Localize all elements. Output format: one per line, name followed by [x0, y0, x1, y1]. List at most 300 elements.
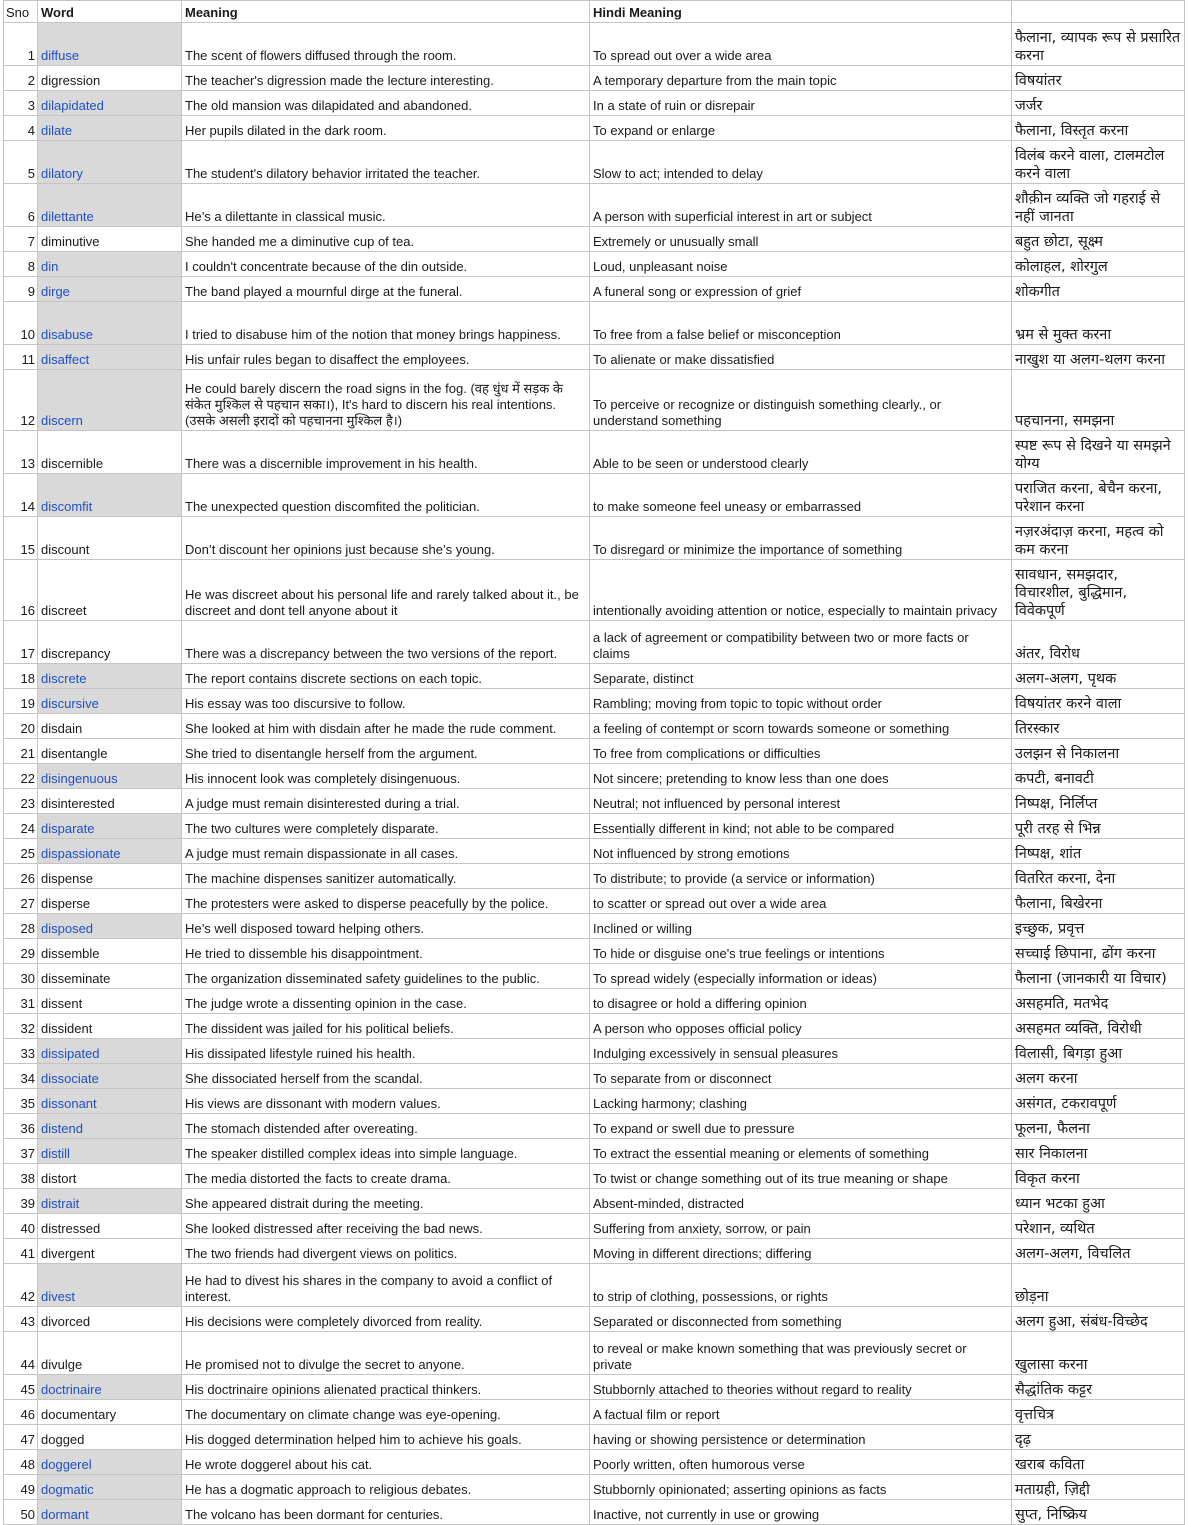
- word-cell[interactable]: disparate: [38, 814, 182, 839]
- table-row: [4, 939, 1185, 964]
- definition-cell[interactable]: Absent-minded, distracted: [590, 1189, 1012, 1214]
- hindi-meaning-cell[interactable]: फैलाना, विस्तृत करना: [1012, 116, 1185, 141]
- sno-cell[interactable]: 22: [4, 764, 38, 789]
- meaning-cell[interactable]: The documentary on climate change was eye-opening.: [182, 1400, 590, 1425]
- definition-cell[interactable]: In a state of ruin or disrepair: [590, 91, 1012, 116]
- hindi-meaning-cell[interactable]: जर्जर: [1012, 91, 1185, 116]
- hindi-meaning-cell[interactable]: अलग-अलग, विचलित: [1012, 1239, 1185, 1264]
- sno-cell[interactable]: 17: [4, 621, 38, 664]
- meaning-cell[interactable]: I couldn't concentrate because of the din outside.: [182, 252, 590, 277]
- meaning-cell[interactable]: The judge wrote a dissenting opinion in the case.: [182, 989, 590, 1014]
- hindi-meaning-cell[interactable]: विषयांतर: [1012, 66, 1185, 91]
- word-cell[interactable]: dispassionate: [38, 839, 182, 864]
- word-cell[interactable]: discrete: [38, 664, 182, 689]
- sno-cell[interactable]: 40: [4, 1214, 38, 1239]
- definition-cell[interactable]: A person who opposes official policy: [590, 1014, 1012, 1039]
- hindi-meaning-cell[interactable]: खराब कविता: [1012, 1450, 1185, 1475]
- hindi-meaning-cell[interactable]: सच्चाई छिपाना, ढोंग करना: [1012, 939, 1185, 964]
- sno-cell[interactable]: 10: [4, 302, 38, 345]
- meaning-cell[interactable]: His doctrinaire opinions alienated practical thinkers.: [182, 1375, 590, 1400]
- meaning-cell[interactable]: His unfair rules began to disaffect the employees.: [182, 345, 590, 370]
- definition-cell[interactable]: to reveal or make known something that was previously secret or private: [590, 1332, 1012, 1375]
- table-row: [4, 621, 1185, 664]
- hindi-meaning-cell[interactable]: इच्छुक, प्रवृत्त: [1012, 914, 1185, 939]
- table-row: [4, 764, 1185, 789]
- hindi-meaning-cell[interactable]: फैलाना, व्यापक रूप से प्रसारित करना: [1012, 23, 1185, 66]
- hindi-meaning-cell[interactable]: पूरी तरह से भिन्न: [1012, 814, 1185, 839]
- word-cell[interactable]: disseminate: [38, 964, 182, 989]
- hindi-meaning-cell[interactable]: पराजित करना, बेचैन करना, परेशान करना: [1012, 474, 1185, 517]
- meaning-cell[interactable]: He promised not to divulge the secret to anyone.: [182, 1332, 590, 1375]
- word-cell[interactable]: doctrinaire: [38, 1375, 182, 1400]
- table-row: [4, 1400, 1185, 1425]
- word-cell[interactable]: dissemble: [38, 939, 182, 964]
- definition-cell[interactable]: Poorly written, often humorous verse: [590, 1450, 1012, 1475]
- definition-cell[interactable]: Stubbornly attached to theories without regard to reality: [590, 1375, 1012, 1400]
- sno-cell[interactable]: 5: [4, 141, 38, 184]
- word-cell[interactable]: discomfit: [38, 474, 182, 517]
- hindi-meaning-cell[interactable]: वितरित करना, देना: [1012, 864, 1185, 889]
- word-cell[interactable]: disdain: [38, 714, 182, 739]
- hindi-meaning-cell[interactable]: ध्यान भटका हुआ: [1012, 1189, 1185, 1214]
- hindi-meaning-cell[interactable]: नज़रअंदाज़ करना, महत्व को कम करना: [1012, 517, 1185, 560]
- table-row: [4, 1239, 1185, 1264]
- table-row: [4, 560, 1185, 621]
- meaning-cell[interactable]: There was a discrepancy between the two versions of the report.: [182, 621, 590, 664]
- word-cell[interactable]: divorced: [38, 1307, 182, 1332]
- table-row: [4, 1332, 1185, 1375]
- meaning-cell[interactable]: His dissipated lifestyle ruined his health.: [182, 1039, 590, 1064]
- sno-cell[interactable]: 48: [4, 1450, 38, 1475]
- header-meaning[interactable]: Meaning: [182, 1, 590, 23]
- hindi-meaning-cell[interactable]: सुप्त, निष्क्रिय: [1012, 1500, 1185, 1525]
- meaning-cell[interactable]: He wrote doggerel about his cat.: [182, 1450, 590, 1475]
- sno-cell[interactable]: 12: [4, 370, 38, 431]
- word-cell[interactable]: dissociate: [38, 1064, 182, 1089]
- definition-cell[interactable]: intentionally avoiding attention or notice, especially to maintain privacy: [590, 560, 1012, 621]
- definition-cell[interactable]: To free from complications or difficulties: [590, 739, 1012, 764]
- sno-cell[interactable]: 39: [4, 1189, 38, 1214]
- hindi-meaning-cell[interactable]: शोकगीत: [1012, 277, 1185, 302]
- header-hindi-meaning[interactable]: Hindi Meaning: [590, 1, 1012, 23]
- meaning-cell[interactable]: He’s well disposed toward helping others.: [182, 914, 590, 939]
- hindi-meaning-cell[interactable]: निष्पक्ष, निर्लिप्त: [1012, 789, 1185, 814]
- word-cell[interactable]: discreet: [38, 560, 182, 621]
- word-cell[interactable]: distend: [38, 1114, 182, 1139]
- definition-cell[interactable]: having or showing persistence or determination: [590, 1425, 1012, 1450]
- definition-cell[interactable]: To hide or disguise one's true feelings or intentions: [590, 939, 1012, 964]
- word-cell[interactable]: disabuse: [38, 302, 182, 345]
- meaning-cell[interactable]: She handed me a diminutive cup of tea.: [182, 227, 590, 252]
- hindi-meaning-cell[interactable]: दृढ़: [1012, 1425, 1185, 1450]
- meaning-cell[interactable]: He has a dogmatic approach to religious debates.: [182, 1475, 590, 1500]
- word-cell[interactable]: dilate: [38, 116, 182, 141]
- sno-cell[interactable]: 47: [4, 1425, 38, 1450]
- sno-cell[interactable]: 13: [4, 431, 38, 474]
- definition-cell[interactable]: Essentially different in kind; not able to be compared: [590, 814, 1012, 839]
- hindi-meaning-cell[interactable]: नाखुश या अलग-थलग करना: [1012, 345, 1185, 370]
- hindi-meaning-cell[interactable]: फैलाना, बिखेरना: [1012, 889, 1185, 914]
- word-cell[interactable]: dilatory: [38, 141, 182, 184]
- word-cell[interactable]: diminutive: [38, 227, 182, 252]
- sno-cell[interactable]: 4: [4, 116, 38, 141]
- word-cell[interactable]: discount: [38, 517, 182, 560]
- table-row: [4, 252, 1185, 277]
- word-cell[interactable]: dissonant: [38, 1089, 182, 1114]
- sno-cell[interactable]: 26: [4, 864, 38, 889]
- word-cell[interactable]: dirge: [38, 277, 182, 302]
- sno-cell[interactable]: 32: [4, 1014, 38, 1039]
- table-row: [4, 1064, 1185, 1089]
- sno-cell[interactable]: 2: [4, 66, 38, 91]
- table-row: [4, 964, 1185, 989]
- word-cell[interactable]: dogged: [38, 1425, 182, 1450]
- meaning-cell[interactable]: The speaker distilled complex ideas into simple language.: [182, 1139, 590, 1164]
- hindi-meaning-cell[interactable]: वृत्तचित्र: [1012, 1400, 1185, 1425]
- table-row: [4, 1375, 1185, 1400]
- sno-cell[interactable]: 38: [4, 1164, 38, 1189]
- sno-cell[interactable]: 50: [4, 1500, 38, 1525]
- table-row: [4, 1264, 1185, 1307]
- hindi-meaning-cell[interactable]: विलंब करने वाला, टालमटोल करने वाला: [1012, 141, 1185, 184]
- hindi-meaning-cell[interactable]: असहमत व्यक्ति, विरोधी: [1012, 1014, 1185, 1039]
- definition-cell[interactable]: a lack of agreement or compatibility between two or more facts or claims: [590, 621, 1012, 664]
- word-cell[interactable]: divest: [38, 1264, 182, 1307]
- hindi-meaning-cell[interactable]: निष्पक्ष, शांत: [1012, 839, 1185, 864]
- meaning-cell[interactable]: She tried to disentangle herself from the argument.: [182, 739, 590, 764]
- table-row: [4, 141, 1185, 184]
- hindi-meaning-cell[interactable]: उलझन से निकालना: [1012, 739, 1185, 764]
- word-cell[interactable]: disinterested: [38, 789, 182, 814]
- word-cell[interactable]: disentangle: [38, 739, 182, 764]
- word-cell[interactable]: distill: [38, 1139, 182, 1164]
- hindi-meaning-cell[interactable]: पहचानना, समझना: [1012, 370, 1185, 431]
- meaning-cell[interactable]: He was discreet about his personal life and rarely talked about it., be discreet and dont tell anyone about it: [182, 560, 590, 621]
- table-row: [4, 914, 1185, 939]
- word-cell[interactable]: dissent: [38, 989, 182, 1014]
- sno-cell[interactable]: 23: [4, 789, 38, 814]
- table-row: [4, 1164, 1185, 1189]
- definition-cell[interactable]: A temporary departure from the main topic: [590, 66, 1012, 91]
- hindi-meaning-cell[interactable]: सावधान, समझदार, विचारशील, बुद्धिमान, विवेकपूर्ण: [1012, 560, 1185, 621]
- definition-cell[interactable]: Suffering from anxiety, sorrow, or pain: [590, 1214, 1012, 1239]
- meaning-cell[interactable]: He could barely discern the road signs in the fog. (वह धुंध में सड़क के संकेत मुश्किल से पहचान सका।), It's hard to discern his real intentions. (उसके असली इरादों को पहचानना मुश्किल है।): [182, 370, 590, 431]
- meaning-cell[interactable]: A judge must remain disinterested during a trial.: [182, 789, 590, 814]
- definition-cell[interactable]: Not sincere; pretending to know less than one does: [590, 764, 1012, 789]
- table-row: [4, 1114, 1185, 1139]
- hindi-meaning-cell[interactable]: असहमति, मतभेद: [1012, 989, 1185, 1014]
- meaning-cell[interactable]: A judge must remain dispassionate in all cases.: [182, 839, 590, 864]
- hindi-meaning-cell[interactable]: अलग हुआ, संबंध-विच्छेद: [1012, 1307, 1185, 1332]
- sno-cell[interactable]: 30: [4, 964, 38, 989]
- definition-cell[interactable]: Extremely or unusually small: [590, 227, 1012, 252]
- definition-cell[interactable]: Not influenced by strong emotions: [590, 839, 1012, 864]
- sno-cell[interactable]: 42: [4, 1264, 38, 1307]
- sno-cell[interactable]: 19: [4, 689, 38, 714]
- definition-cell[interactable]: To extract the essential meaning or elements of something: [590, 1139, 1012, 1164]
- hindi-meaning-cell[interactable]: विषयांतर करने वाला: [1012, 689, 1185, 714]
- hindi-meaning-cell[interactable]: फूलना, फैलना: [1012, 1114, 1185, 1139]
- meaning-cell[interactable]: She looked distressed after receiving the bad news.: [182, 1214, 590, 1239]
- sno-cell[interactable]: 27: [4, 889, 38, 914]
- definition-cell[interactable]: Moving in different directions; differing: [590, 1239, 1012, 1264]
- meaning-cell[interactable]: The student's dilatory behavior irritated the teacher.: [182, 141, 590, 184]
- meaning-cell[interactable]: The old mansion was dilapidated and abandoned.: [182, 91, 590, 116]
- word-cell[interactable]: dogmatic: [38, 1475, 182, 1500]
- sno-cell[interactable]: 1: [4, 23, 38, 66]
- sno-cell[interactable]: 7: [4, 227, 38, 252]
- meaning-cell[interactable]: Don’t discount her opinions just because she’s young.: [182, 517, 590, 560]
- word-cell[interactable]: disaffect: [38, 345, 182, 370]
- table-row: [4, 1425, 1185, 1450]
- meaning-cell[interactable]: The scent of flowers diffused through the room.: [182, 23, 590, 66]
- meaning-cell[interactable]: The two friends had divergent views on politics.: [182, 1239, 590, 1264]
- word-cell[interactable]: digression: [38, 66, 182, 91]
- definition-cell[interactable]: Separated or disconnected from something: [590, 1307, 1012, 1332]
- definition-cell[interactable]: Loud, unpleasant noise: [590, 252, 1012, 277]
- hindi-meaning-cell[interactable]: असंगत, टकरावपूर्ण: [1012, 1089, 1185, 1114]
- definition-cell[interactable]: Rambling; moving from topic to topic without order: [590, 689, 1012, 714]
- table-row: [4, 1500, 1185, 1525]
- table-row: [4, 664, 1185, 689]
- table-row: [4, 1450, 1185, 1475]
- sno-cell[interactable]: 8: [4, 252, 38, 277]
- word-cell[interactable]: divergent: [38, 1239, 182, 1264]
- word-cell[interactable]: dilettante: [38, 184, 182, 227]
- definition-cell[interactable]: Able to be seen or understood clearly: [590, 431, 1012, 474]
- table-row: [4, 302, 1185, 345]
- table-row: [4, 1014, 1185, 1039]
- meaning-cell[interactable]: His dogged determination helped him to achieve his goals.: [182, 1425, 590, 1450]
- table-row: [4, 1307, 1185, 1332]
- definition-cell[interactable]: To disregard or minimize the importance of something: [590, 517, 1012, 560]
- hindi-meaning-cell[interactable]: भ्रम से मुक्त करना: [1012, 302, 1185, 345]
- meaning-cell[interactable]: The protesters were asked to disperse peacefully by the police.: [182, 889, 590, 914]
- definition-cell[interactable]: Separate, distinct: [590, 664, 1012, 689]
- hindi-meaning-cell[interactable]: विलासी, बिगड़ा हुआ: [1012, 1039, 1185, 1064]
- table-row: [4, 1039, 1185, 1064]
- definition-cell[interactable]: To separate from or disconnect: [590, 1064, 1012, 1089]
- table-row: [4, 116, 1185, 141]
- definition-cell[interactable]: to make someone feel uneasy or embarrassed: [590, 474, 1012, 517]
- definition-cell[interactable]: Inclined or willing: [590, 914, 1012, 939]
- hindi-meaning-cell[interactable]: अलग-अलग, पृथक: [1012, 664, 1185, 689]
- header-sno[interactable]: Sno: [4, 1, 38, 23]
- sno-cell[interactable]: 3: [4, 91, 38, 116]
- meaning-cell[interactable]: She appeared distrait during the meeting.: [182, 1189, 590, 1214]
- table-row: [4, 689, 1185, 714]
- meaning-cell[interactable]: His views are dissonant with modern values.: [182, 1089, 590, 1114]
- hindi-meaning-cell[interactable]: बहुत छोटा, सूक्ष्म: [1012, 227, 1185, 252]
- sno-cell[interactable]: 41: [4, 1239, 38, 1264]
- table-row: [4, 431, 1185, 474]
- definition-cell[interactable]: To expand or swell due to pressure: [590, 1114, 1012, 1139]
- meaning-cell[interactable]: She looked at him with disdain after he made the rude comment.: [182, 714, 590, 739]
- definition-cell[interactable]: To twist or change something out of its true meaning or shape: [590, 1164, 1012, 1189]
- table-row: [4, 989, 1185, 1014]
- meaning-cell[interactable]: The media distorted the facts to create drama.: [182, 1164, 590, 1189]
- sno-cell[interactable]: 34: [4, 1064, 38, 1089]
- word-cell[interactable]: disingenuous: [38, 764, 182, 789]
- word-cell[interactable]: documentary: [38, 1400, 182, 1425]
- hindi-meaning-cell[interactable]: कपटी, बनावटी: [1012, 764, 1185, 789]
- sno-cell[interactable]: 29: [4, 939, 38, 964]
- hindi-meaning-cell[interactable]: सैद्धांतिक कट्टर: [1012, 1375, 1185, 1400]
- meaning-cell[interactable]: Her pupils dilated in the dark room.: [182, 116, 590, 141]
- meaning-cell[interactable]: The volcano has been dormant for centuries.: [182, 1500, 590, 1525]
- definition-cell[interactable]: to strip of clothing, possessions, or rights: [590, 1264, 1012, 1307]
- meaning-cell[interactable]: She dissociated herself from the scandal.: [182, 1064, 590, 1089]
- meaning-cell[interactable]: The machine dispenses sanitizer automatically.: [182, 864, 590, 889]
- table-row: [4, 345, 1185, 370]
- meaning-cell[interactable]: The band played a mournful dirge at the funeral.: [182, 277, 590, 302]
- definition-cell[interactable]: Stubbornly opinionated; asserting opinions as facts: [590, 1475, 1012, 1500]
- meaning-cell[interactable]: His essay was too discursive to follow.: [182, 689, 590, 714]
- definition-cell[interactable]: to scatter or spread out over a wide area: [590, 889, 1012, 914]
- word-cell[interactable]: doggerel: [38, 1450, 182, 1475]
- meaning-cell[interactable]: There was a discernible improvement in his health.: [182, 431, 590, 474]
- sno-cell[interactable]: 11: [4, 345, 38, 370]
- hindi-meaning-cell[interactable]: कोलाहल, शोरगुल: [1012, 252, 1185, 277]
- table-row: [4, 839, 1185, 864]
- hindi-meaning-cell[interactable]: फैलाना (जानकारी या विचार): [1012, 964, 1185, 989]
- sno-cell[interactable]: 24: [4, 814, 38, 839]
- word-cell[interactable]: discrepancy: [38, 621, 182, 664]
- table-row: [4, 864, 1185, 889]
- meaning-cell[interactable]: I tried to disabuse him of the notion that money brings happiness.: [182, 302, 590, 345]
- meaning-cell[interactable]: The unexpected question discomfited the politician.: [182, 474, 590, 517]
- word-cell[interactable]: dispense: [38, 864, 182, 889]
- meaning-cell[interactable]: The two cultures were completely disparate.: [182, 814, 590, 839]
- sno-cell[interactable]: 28: [4, 914, 38, 939]
- sno-cell[interactable]: 43: [4, 1307, 38, 1332]
- sno-cell[interactable]: 9: [4, 277, 38, 302]
- hindi-meaning-cell[interactable]: विकृत करना: [1012, 1164, 1185, 1189]
- definition-cell[interactable]: Lacking harmony; clashing: [590, 1089, 1012, 1114]
- word-cell[interactable]: din: [38, 252, 182, 277]
- meaning-cell[interactable]: His decisions were completely divorced from reality.: [182, 1307, 590, 1332]
- header-word[interactable]: Word: [38, 1, 182, 23]
- sno-cell[interactable]: 44: [4, 1332, 38, 1375]
- table-row: [4, 889, 1185, 914]
- definition-cell[interactable]: To free from a false belief or misconception: [590, 302, 1012, 345]
- word-cell[interactable]: distort: [38, 1164, 182, 1189]
- table-row: [4, 474, 1185, 517]
- hindi-meaning-cell[interactable]: शौक़ीन व्यक्ति जो गहराई से नहीं जानता: [1012, 184, 1185, 227]
- sno-cell[interactable]: 14: [4, 474, 38, 517]
- definition-cell[interactable]: A person with superficial interest in art or subject: [590, 184, 1012, 227]
- table-row: [4, 23, 1185, 66]
- word-cell[interactable]: dissipated: [38, 1039, 182, 1064]
- sno-cell[interactable]: 21: [4, 739, 38, 764]
- table-row: [4, 277, 1185, 302]
- sno-cell[interactable]: 49: [4, 1475, 38, 1500]
- sno-cell[interactable]: 35: [4, 1089, 38, 1114]
- meaning-cell[interactable]: The stomach distended after overeating.: [182, 1114, 590, 1139]
- word-cell[interactable]: dissident: [38, 1014, 182, 1039]
- sno-cell[interactable]: 20: [4, 714, 38, 739]
- word-cell[interactable]: dilapidated: [38, 91, 182, 116]
- hindi-meaning-cell[interactable]: सार निकालना: [1012, 1139, 1185, 1164]
- word-cell[interactable]: disperse: [38, 889, 182, 914]
- hindi-meaning-cell[interactable]: अलग करना: [1012, 1064, 1185, 1089]
- header-extra[interactable]: [1012, 1, 1185, 23]
- definition-cell[interactable]: To spread out over a wide area: [590, 23, 1012, 66]
- meaning-cell[interactable]: He’s a dilettante in classical music.: [182, 184, 590, 227]
- hindi-meaning-cell[interactable]: स्पष्ट रूप से दिखने या समझने योग्य: [1012, 431, 1185, 474]
- definition-cell[interactable]: To perceive or recognize or distinguish something clearly., or understand something: [590, 370, 1012, 431]
- meaning-cell[interactable]: He had to divest his shares in the company to avoid a conflict of interest.: [182, 1264, 590, 1307]
- definition-cell[interactable]: Slow to act; intended to delay: [590, 141, 1012, 184]
- sno-cell[interactable]: 25: [4, 839, 38, 864]
- table-row: [4, 1089, 1185, 1114]
- sno-cell[interactable]: 15: [4, 517, 38, 560]
- table-row: [4, 91, 1185, 116]
- sno-cell[interactable]: 36: [4, 1114, 38, 1139]
- definition-cell[interactable]: A funeral song or expression of grief: [590, 277, 1012, 302]
- table-row: [4, 1189, 1185, 1214]
- table-row: [4, 184, 1185, 227]
- word-cell[interactable]: divulge: [38, 1332, 182, 1375]
- word-cell[interactable]: disposed: [38, 914, 182, 939]
- sno-cell[interactable]: 6: [4, 184, 38, 227]
- definition-cell[interactable]: To alienate or make dissatisfied: [590, 345, 1012, 370]
- table-row: [4, 227, 1185, 252]
- word-cell[interactable]: distrait: [38, 1189, 182, 1214]
- definition-cell[interactable]: a feeling of contempt or scorn towards someone or something: [590, 714, 1012, 739]
- hindi-meaning-cell[interactable]: तिरस्कार: [1012, 714, 1185, 739]
- word-cell[interactable]: dormant: [38, 1500, 182, 1525]
- hindi-meaning-cell[interactable]: छोड़ना: [1012, 1264, 1185, 1307]
- meaning-cell[interactable]: The report contains discrete sections on each topic.: [182, 664, 590, 689]
- meaning-cell[interactable]: The organization disseminated safety guidelines to the public.: [182, 964, 590, 989]
- definition-cell[interactable]: To distribute; to provide (a service or information): [590, 864, 1012, 889]
- word-cell[interactable]: distressed: [38, 1214, 182, 1239]
- sno-cell[interactable]: 33: [4, 1039, 38, 1064]
- word-cell[interactable]: discursive: [38, 689, 182, 714]
- meaning-cell[interactable]: The dissident was jailed for his political beliefs.: [182, 1014, 590, 1039]
- hindi-meaning-cell[interactable]: खुलासा करना: [1012, 1332, 1185, 1375]
- definition-cell[interactable]: Inactive, not currently in use or growing: [590, 1500, 1012, 1525]
- definition-cell[interactable]: to disagree or hold a differing opinion: [590, 989, 1012, 1014]
- sno-cell[interactable]: 18: [4, 664, 38, 689]
- sno-cell[interactable]: 45: [4, 1375, 38, 1400]
- sno-cell[interactable]: 37: [4, 1139, 38, 1164]
- word-cell[interactable]: discernible: [38, 431, 182, 474]
- definition-cell[interactable]: A factual film or report: [590, 1400, 1012, 1425]
- definition-cell[interactable]: To spread widely (especially information or ideas): [590, 964, 1012, 989]
- table-row: [4, 739, 1185, 764]
- table-row: [4, 517, 1185, 560]
- meaning-cell[interactable]: He tried to dissemble his disappointment.: [182, 939, 590, 964]
- sno-cell[interactable]: 31: [4, 989, 38, 1014]
- table-row: [4, 1214, 1185, 1239]
- definition-cell[interactable]: Neutral; not influenced by personal interest: [590, 789, 1012, 814]
- definition-cell[interactable]: Indulging excessively in sensual pleasures: [590, 1039, 1012, 1064]
- table-row: [4, 66, 1185, 91]
- meaning-cell[interactable]: His innocent look was completely disingenuous.: [182, 764, 590, 789]
- header-row: [4, 1, 1185, 23]
- sno-cell[interactable]: 46: [4, 1400, 38, 1425]
- definition-cell[interactable]: To expand or enlarge: [590, 116, 1012, 141]
- meaning-cell[interactable]: The teacher's digression made the lecture interesting.: [182, 66, 590, 91]
- hindi-meaning-cell[interactable]: परेशान, व्यथित: [1012, 1214, 1185, 1239]
- word-cell[interactable]: discern: [38, 370, 182, 431]
- sno-cell[interactable]: 16: [4, 560, 38, 621]
- hindi-meaning-cell[interactable]: मताग्रही, ज़िद्दी: [1012, 1475, 1185, 1500]
- hindi-meaning-cell[interactable]: अंतर, विरोध: [1012, 621, 1185, 664]
- word-cell[interactable]: diffuse: [38, 23, 182, 66]
